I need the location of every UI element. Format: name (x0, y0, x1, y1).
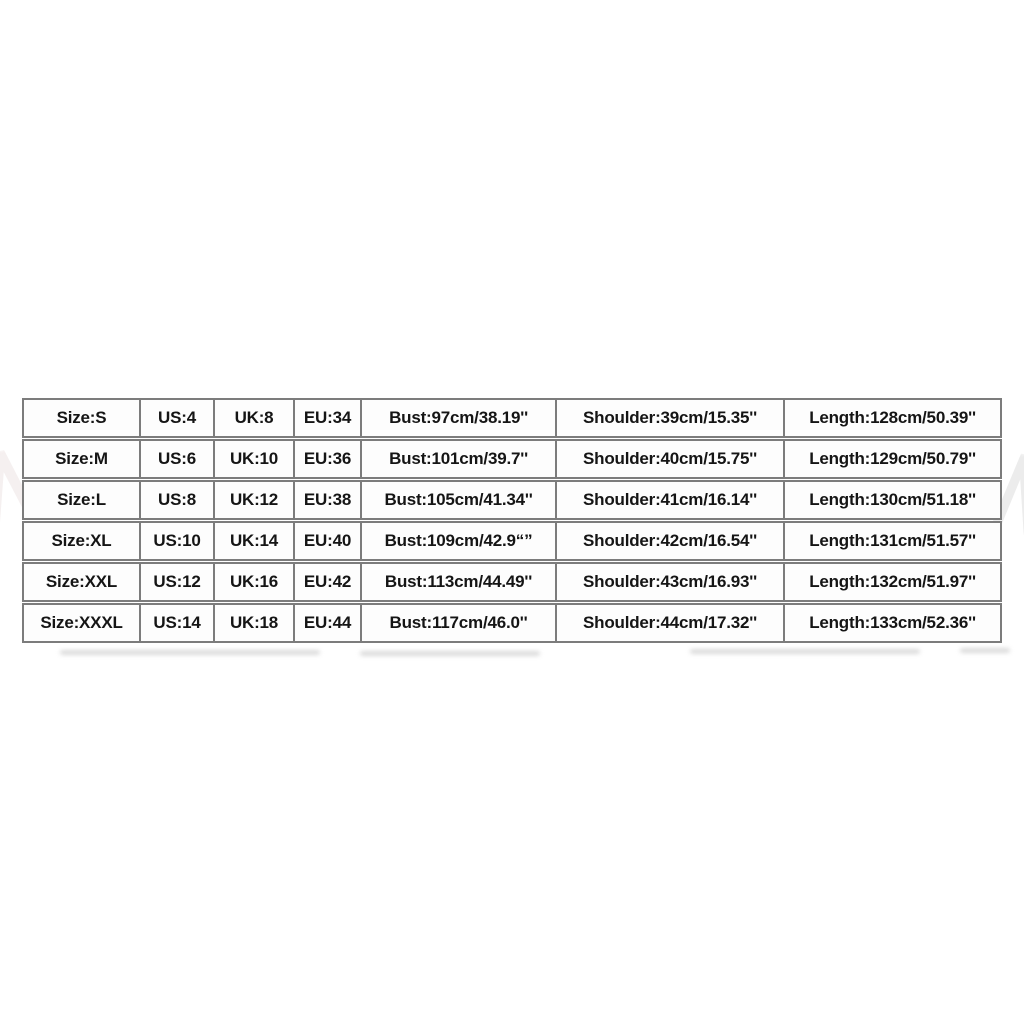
cell-uk: UK:8 (213, 400, 293, 436)
cell-length: Length:132cm/51.97'' (783, 564, 1000, 600)
cell-size: Size:XXL (45, 572, 118, 591)
watermark-fragment (360, 651, 540, 656)
cell-eu: EU:42 (293, 564, 360, 600)
cell-shoulder: Shoulder:43cm/16.93'' (555, 564, 783, 600)
table-row (22, 521, 1002, 561)
cell-shoulder: Shoulder:41cm/16.14'' (555, 482, 783, 518)
cell-bust: Bust:109cm/42.9“” (360, 523, 555, 559)
table-row (22, 480, 1002, 520)
table-row (22, 562, 1002, 602)
cell-eu: EU:34 (293, 400, 360, 436)
watermark-fragment (690, 649, 920, 654)
table-row (22, 398, 1002, 438)
cell-eu: EU:44 (293, 605, 360, 641)
cell-bust: Bust:113cm/44.49'' (360, 564, 555, 600)
cell-size: Size:M (55, 449, 108, 468)
cell-size: Size:L (57, 490, 106, 509)
watermark-fragment (60, 650, 320, 655)
cell-uk: UK:18 (213, 605, 293, 641)
cell-eu: EU:36 (293, 441, 360, 477)
cell-us: US:12 (139, 564, 213, 600)
cell-us: US:10 (139, 523, 213, 559)
cell-shoulder: Shoulder:39cm/15.35'' (555, 400, 783, 436)
cell-uk: UK:12 (213, 482, 293, 518)
cell-length: Length:128cm/50.39'' (783, 400, 1000, 436)
cell-size: Size:S (56, 408, 107, 427)
cell-us: US:6 (139, 441, 213, 477)
cell-uk: UK:16 (213, 564, 293, 600)
cell-bust: Bust:105cm/41.34'' (360, 482, 555, 518)
cell-shoulder: Shoulder:42cm/16.54'' (555, 523, 783, 559)
table-row (22, 439, 1002, 479)
cell-shoulder: Shoulder:40cm/15.75'' (555, 441, 783, 477)
cell-eu: EU:38 (293, 482, 360, 518)
cell-length: Length:133cm/52.36'' (783, 605, 1000, 641)
cell-us: US:4 (139, 400, 213, 436)
cell-uk: UK:14 (213, 523, 293, 559)
cell-eu: EU:40 (293, 523, 360, 559)
cell-bust: Bust:101cm/39.7'' (360, 441, 555, 477)
size-chart-table (22, 398, 1002, 644)
cell-size: Size:XXXL (40, 613, 123, 632)
table-row (22, 603, 1002, 643)
watermark-fragment (960, 648, 1010, 653)
cell-length: Length:131cm/51.57'' (783, 523, 1000, 559)
cell-uk: UK:10 (213, 441, 293, 477)
cell-us: US:14 (139, 605, 213, 641)
cell-length: Length:129cm/50.79'' (783, 441, 1000, 477)
cell-length: Length:130cm/51.18'' (783, 482, 1000, 518)
cell-shoulder: Shoulder:44cm/17.32'' (555, 605, 783, 641)
cell-us: US:8 (139, 482, 213, 518)
cell-bust: Bust:117cm/46.0'' (360, 605, 555, 641)
cell-size: Size:XL (51, 531, 112, 550)
cell-bust: Bust:97cm/38.19'' (360, 400, 555, 436)
